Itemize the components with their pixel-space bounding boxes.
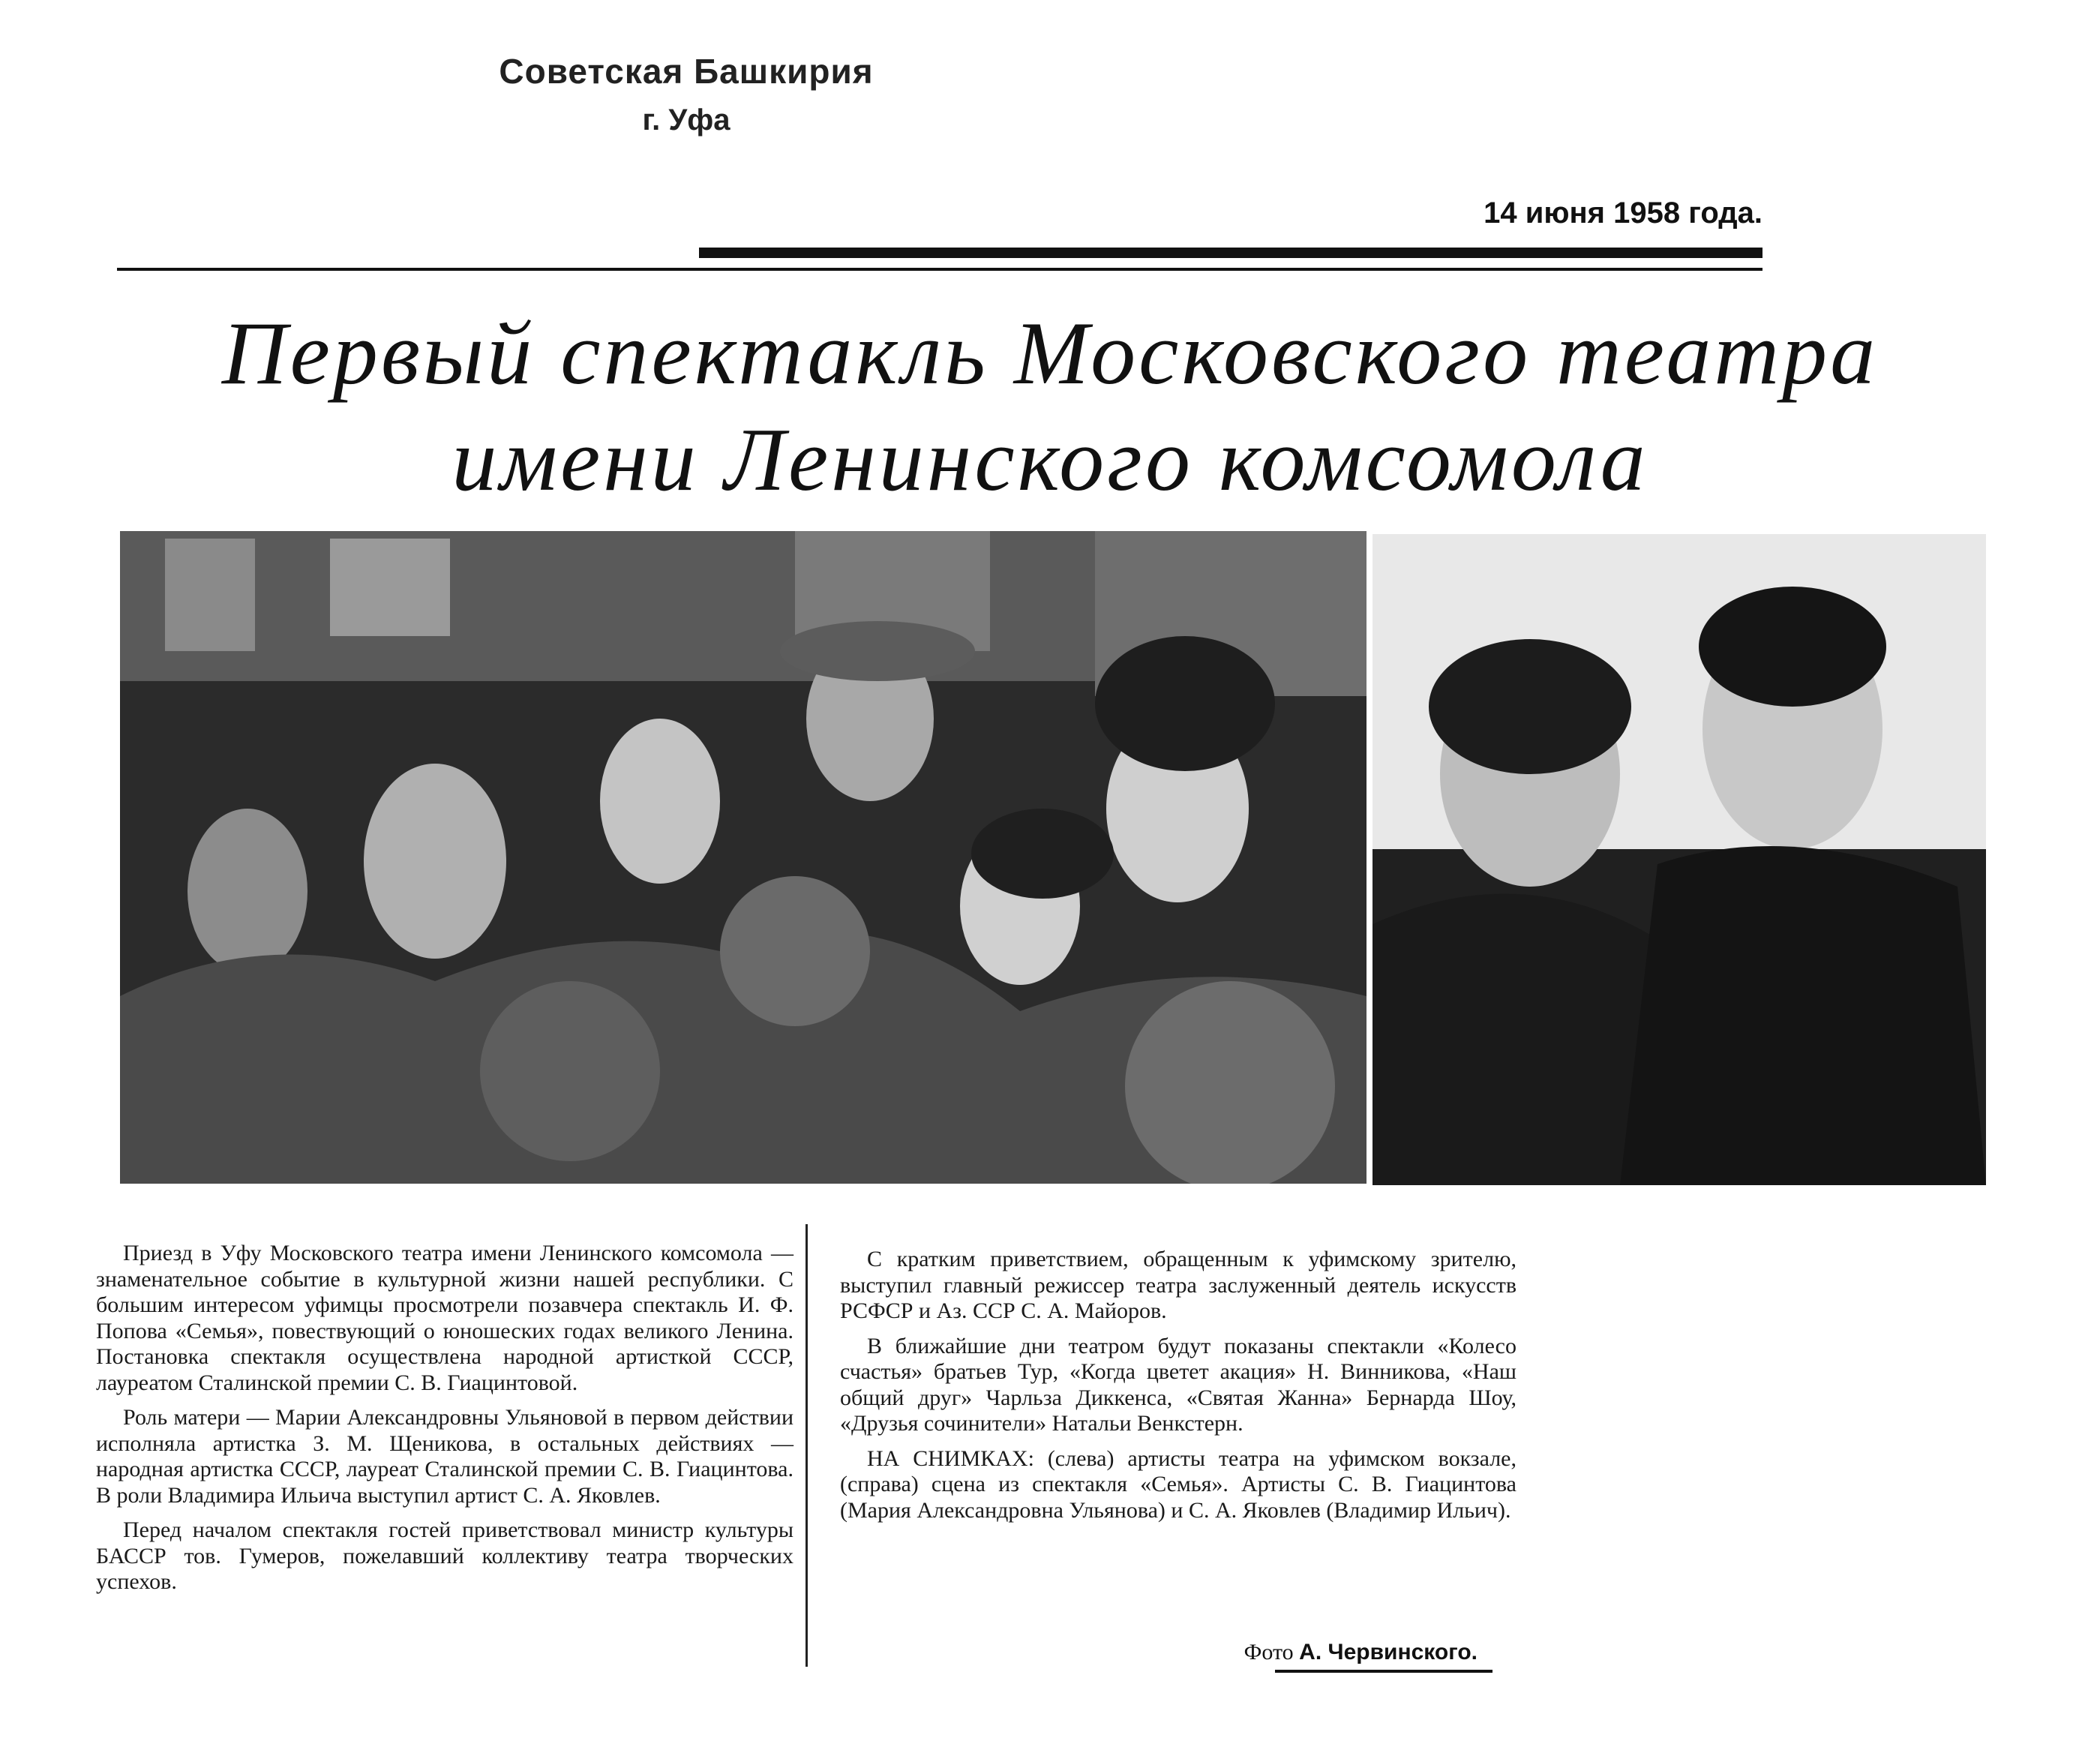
photo-credit-prefix: Фото (1244, 1640, 1294, 1664)
photo-credit (1125, 1640, 1478, 1665)
issue-date: 14 июня 1958 года. (1484, 197, 1762, 230)
photo-credit-name: А. Червинского. (1299, 1640, 1478, 1664)
paragraph: Перед началом спектакля гостей приветствовал министр культуры БАССР тов. Гумеров, пожелавший коллективу театра творческих успехов. (96, 1517, 794, 1594)
paragraph: В ближайшие дни театром будут показаны спектакли «Колесо счастья» братьев Тур, «Когда цветет акация» Н. Винникова, «Наш общий друг» Чарльза Диккенса, «Святая Жанна» Бернарда Шоу, «Друзья сочинители» Натальи Венкстерн. (840, 1333, 1516, 1436)
city-stamp: г. Уфа (642, 104, 730, 137)
newspaper-stamp: Советская Башкирия (499, 52, 874, 91)
paragraph: НА СНИМКАХ: (слева) артисты театра на уфимском вокзале, (справа) сцена из спектакля «Семья». Артисты С. В. Гиацинтова (Мария Александровна Ульянова) и С. А. Яковлев (Владимир Ильич). (840, 1445, 1516, 1523)
photo-stage-scene (1372, 534, 1986, 1185)
thick-rule (699, 248, 1762, 258)
column-right (840, 1247, 1516, 1532)
thin-rule (117, 268, 1762, 271)
photo-station-group (120, 531, 1366, 1184)
credit-underline (1275, 1670, 1492, 1673)
headline-line-1: Первый спектакль Московского театра (221, 303, 1879, 403)
headline-line-2: имени Ленинского комсомола (452, 410, 1648, 509)
paragraph: С кратким приветствием, обращенным к уфимскому зрителю, выступил главный режиссер театра заслуженный деятель искусств РСФСР и Аз. ССР С. А. Майоров. (840, 1247, 1516, 1323)
paragraph: Приезд в Уфу Московского театра имени Ленинского комсомола — знаменательное событие в культурной жизни нашей республики. С большим интересом уфимцы просмотрели позавчера спектакль И. Ф. Попова «Семья», повествующий о юношеских годах великого Ленина. Постановка спектакля осуществлена народной артисткой СССР, лауреатом Сталинской премии С. В. Гиацинтовой. (96, 1241, 794, 1395)
column-left (96, 1241, 794, 1604)
column-divider (806, 1224, 808, 1667)
headline (112, 300, 1988, 513)
paragraph: Роль матери — Марии Александровны Ульяновой в первом действии исполняла артистка З. М. Щеникова, в остальных действиях — народная артистка СССР, лауреат Сталинской премии С. В. Гиацинтова. В роли Владимира Ильича выступил артист С. А. Яковлев. (96, 1405, 794, 1508)
